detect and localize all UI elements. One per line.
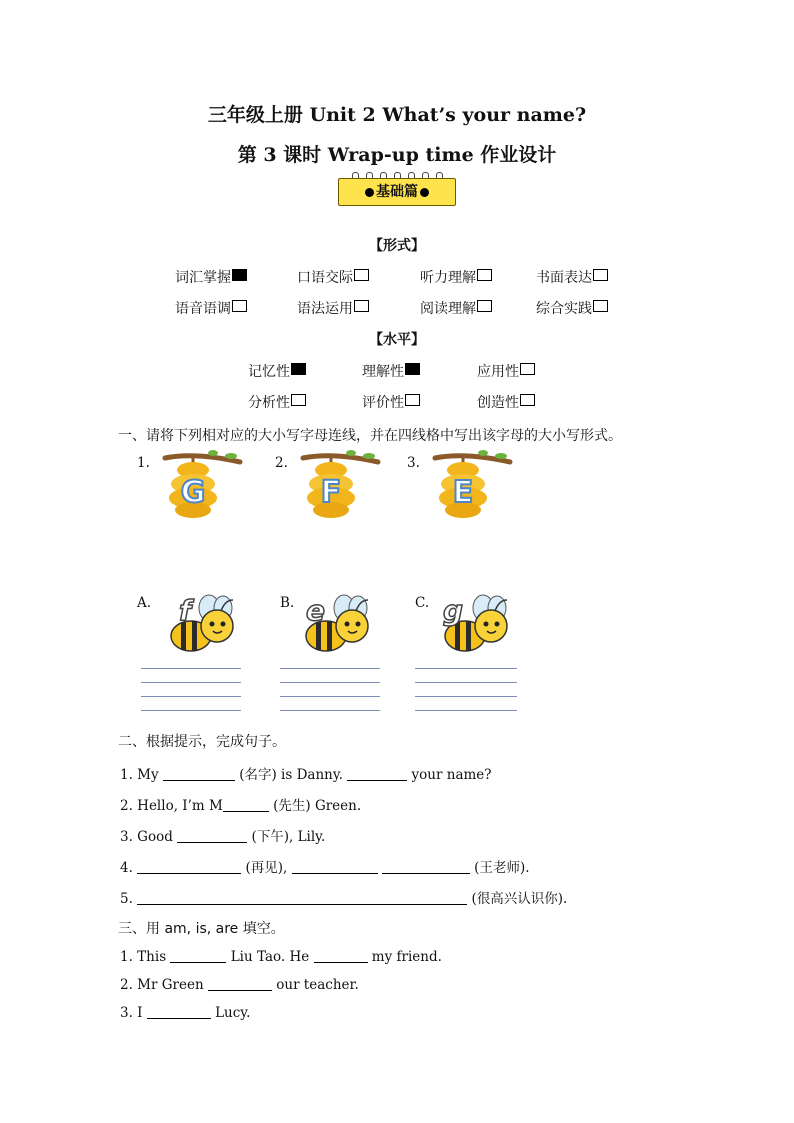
checkbox-unchecked [477, 269, 492, 281]
bee-item [137, 592, 192, 627]
level-item [477, 361, 535, 381]
answer-blank[interactable] [163, 766, 235, 781]
section3-heading: 三、用 am, is, are 填空。 [118, 921, 285, 937]
answer-blank[interactable] [147, 1004, 211, 1019]
bee-label: B. [280, 595, 295, 611]
hive-letter: G [180, 475, 206, 510]
beehive-icon [155, 450, 250, 522]
bee-item [415, 592, 464, 627]
checkbox-unchecked [405, 394, 420, 406]
checkbox-checked [232, 269, 247, 281]
bee-item [280, 592, 325, 627]
checkbox-unchecked [520, 363, 535, 375]
answer-blank[interactable] [347, 766, 407, 781]
fill-sentence-2: 2. Mr Green our teacher. [120, 977, 359, 993]
hive-number: 3. [407, 455, 420, 471]
hive-letter: E [452, 475, 474, 510]
form-item-label: 语法运用 [297, 301, 353, 317]
level-item-label: 记忆性 [248, 364, 290, 380]
form-item-label: 词汇掌握 [175, 270, 231, 286]
fill-sentence-1: 1. This Liu Tao. He my friend. [120, 949, 442, 965]
checkbox-unchecked [291, 394, 306, 406]
answer-blank[interactable] [170, 948, 226, 963]
answer-blank[interactable] [314, 948, 368, 963]
sentence-2: 2. Hello, I’m M (先生) Green. [120, 798, 362, 814]
bee-icon [433, 594, 523, 656]
level-item [248, 361, 306, 381]
form-item-label: 综合实践 [536, 301, 592, 317]
hive-item [275, 452, 342, 510]
sentence-5: 5. (很高兴认识你). [120, 891, 568, 907]
badge-label: 基础篇 [376, 184, 418, 200]
hive-number: 1. [137, 455, 150, 471]
checkbox-checked [405, 363, 420, 375]
level-item-label: 评价性 [362, 395, 404, 411]
bee-letter: e [306, 594, 325, 627]
hive-item [137, 452, 206, 510]
answer-blank[interactable] [137, 859, 241, 874]
form-item [175, 298, 247, 318]
checkbox-unchecked [593, 269, 608, 281]
sentence-1: 1. My (名字) is Danny. your name? [120, 767, 492, 783]
level-item [248, 392, 306, 412]
checkbox-unchecked [354, 269, 369, 281]
answer-blank[interactable] [292, 859, 378, 874]
section1-heading: 一、请将下列相对应的大小写字母连线，并在四线格中写出该字母的大小写形式。 [118, 428, 622, 444]
checkbox-unchecked [593, 300, 608, 312]
form-item-label: 阅读理解 [420, 301, 476, 317]
four-line-grid[interactable] [141, 668, 241, 724]
bee-icon [159, 594, 249, 656]
bee-label: A. [137, 595, 152, 611]
bullet-icon [365, 188, 374, 197]
level-item [362, 392, 420, 412]
checkbox-unchecked [477, 300, 492, 312]
form-item-label: 语音语调 [175, 301, 231, 317]
hive-letter: F [320, 475, 342, 510]
beehive-icon [293, 450, 388, 522]
form-item [420, 267, 492, 287]
answer-blank[interactable] [137, 890, 467, 905]
bee-letter: f [179, 594, 192, 627]
bee-label: C. [415, 595, 430, 611]
level-item [362, 361, 420, 381]
bee-letter: g [443, 594, 464, 627]
form-item-label: 书面表达 [536, 270, 592, 286]
form-item [536, 267, 608, 287]
answer-blank[interactable] [223, 797, 269, 812]
page-subtitle: 第 3 课时 Wrap-up time 作业设计 [237, 144, 557, 166]
sentence-3: 3. Good (下午), Lily. [120, 829, 326, 845]
level-badge [338, 172, 456, 206]
bee-icon [294, 594, 384, 656]
hive-number: 2. [275, 455, 288, 471]
form-item [536, 298, 608, 318]
answer-blank[interactable] [208, 976, 272, 991]
fill-sentence-3: 3. I Lucy. [120, 1005, 251, 1021]
level-item-label: 分析性 [248, 395, 290, 411]
form-item [297, 267, 369, 287]
answer-blank[interactable] [382, 859, 470, 874]
level-item [477, 392, 535, 412]
four-line-grid[interactable] [280, 668, 380, 724]
form-item-label: 听力理解 [420, 270, 476, 286]
checkbox-unchecked [520, 394, 535, 406]
page-title: 三年级上册 Unit 2 What’s your name? [207, 104, 587, 126]
level-item-label: 应用性 [477, 364, 519, 380]
checkbox-unchecked [354, 300, 369, 312]
form-item [175, 267, 247, 287]
four-line-grid[interactable] [415, 668, 517, 724]
level-heading: 【水平】 [369, 332, 425, 348]
checkbox-checked [291, 363, 306, 375]
form-item [420, 298, 492, 318]
level-item-label: 理解性 [362, 364, 404, 380]
section2-heading: 二、根据提示，完成句子。 [118, 734, 286, 750]
sentence-4: 4. (再见), (王老师). [120, 860, 530, 876]
bullet-icon [420, 188, 429, 197]
answer-blank[interactable] [177, 828, 247, 843]
checkbox-unchecked [232, 300, 247, 312]
form-heading: 【形式】 [369, 238, 425, 254]
beehive-icon [425, 450, 520, 522]
hive-item [407, 452, 474, 510]
form-item-label: 口语交际 [297, 270, 353, 286]
level-item-label: 创造性 [477, 395, 519, 411]
form-item [297, 298, 369, 318]
